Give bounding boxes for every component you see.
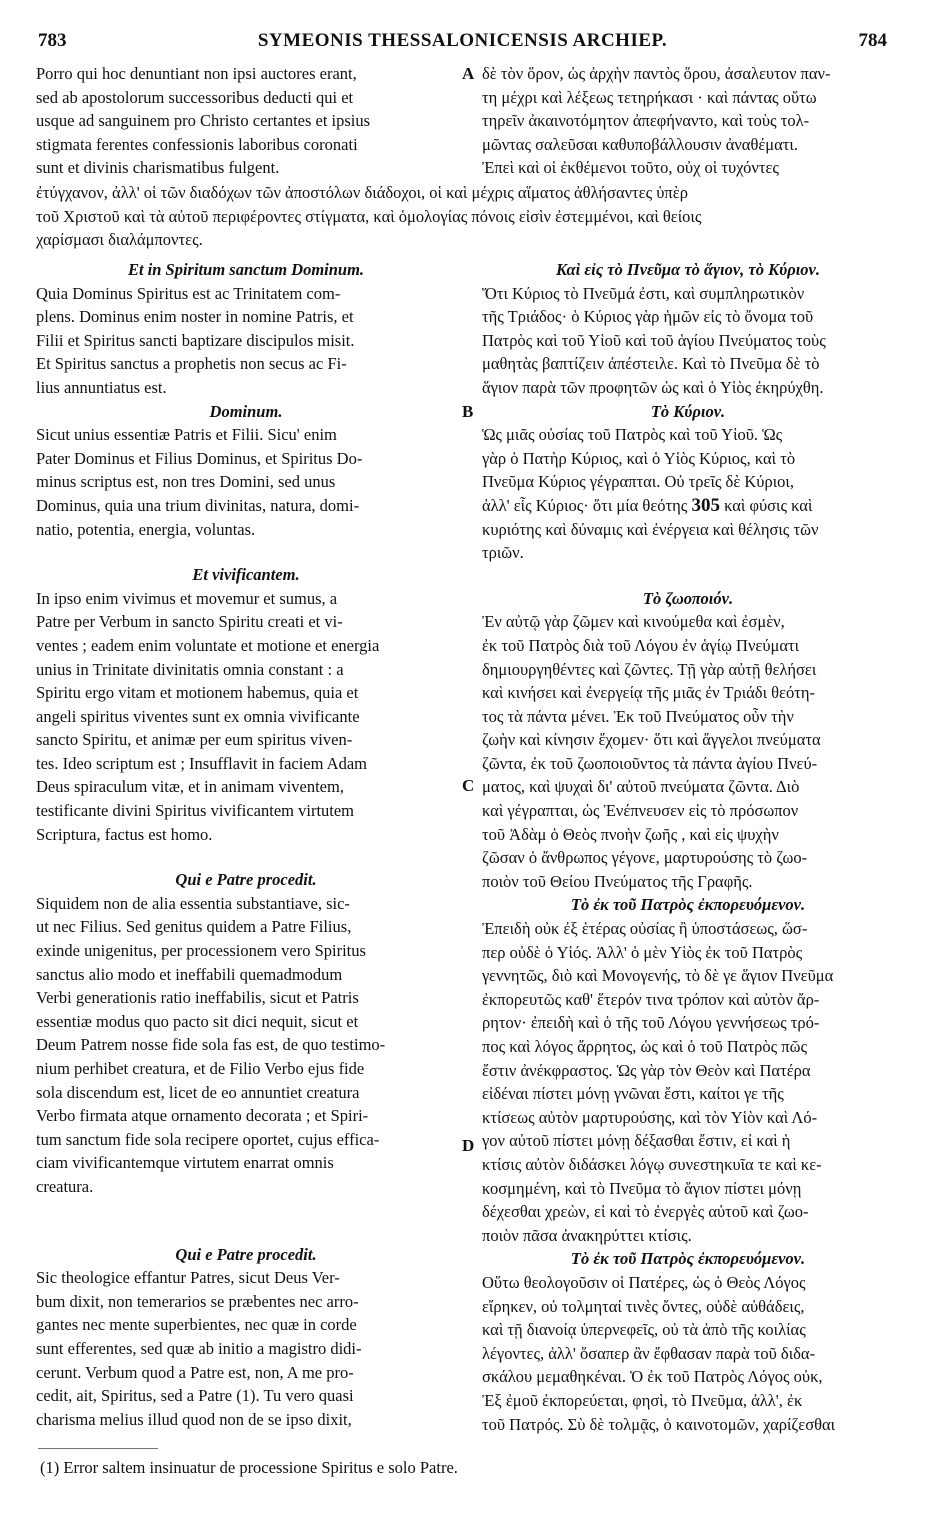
section-heading: Τὸ ζωοποιόν.	[642, 588, 734, 608]
greek-line: τοῦ Ἀδὰμ ὁ Θεὸς πνοὴν ζωῆς , καὶ εἰς ψυχὴν	[482, 824, 779, 844]
greek-column	[482, 258, 894, 1436]
greek-line: καὶ τῇ διανοίᾳ ὑπερνεφεῖς, οὐ τὰ ἀπὸ τῆς κοιλίας	[482, 1320, 806, 1340]
top-left-column	[36, 62, 456, 180]
greek-line: ρητον· ἐπειδὴ καὶ ὁ τῆς τοῦ Λόγου γεννήσεως τρό-	[482, 1013, 820, 1033]
spacer	[36, 846, 456, 868]
greek-line-text: καὶ φύσις καὶ	[724, 495, 813, 515]
greek-line: Πατρὸς καὶ τοῦ Υἱοῦ καὶ τοῦ ἁγίου Πνεύματος τοὺς	[482, 330, 826, 350]
latin-line: Pater Dominus et Filius Dominus, et Spiritus Do-	[36, 448, 363, 468]
latin-line: tes. Ideo scriptum est ; Insufflavit in faciem Adam	[36, 753, 367, 773]
greek-line: Ἐξ ἐμοῦ ἐκπορεύεται, φησὶ, τὸ Πνεῦμα, ἀλλ', ἐκ	[482, 1390, 803, 1410]
greek-line: γεννητῶς, διὸ καὶ Μονογενής, τὸ δὲ γε ἅγιον Πνεῦμα	[482, 966, 834, 986]
latin-line: sunt efferentes, sed quæ ab initio a magistro didi-	[36, 1338, 362, 1358]
page-number-left: 783	[38, 30, 67, 51]
margin-marker-b: B	[462, 402, 474, 421]
greek-line: σκάλου μεμαθηκέναι. Ὁ ἐκ τοῦ Πατρὸς Λόγος οὐκ,	[482, 1367, 823, 1387]
latin-line: Dominus, quia una trium divinitas, natura, domi-	[36, 495, 360, 515]
greek-line: Οὕτω θεολογοῦσιν οἱ Πατέρες, ὡς ὁ Θεὸς Λόγος	[482, 1272, 806, 1292]
section-heading: Et in Spiritum sanctum Dominum.	[127, 260, 365, 279]
greek-line: ἔστιν ἀνέκφραστος. Ὡς γὰρ τὸν Θεὸν καὶ Πατέρα	[482, 1060, 811, 1080]
section-heading: Τὸ Κύριον.	[650, 401, 726, 421]
spacer	[36, 1199, 456, 1221]
greek-line: εἴρηκεν, οὐ τολμηταί τινὲς ὄντες, οὐδὲ αὐθάδεις,	[482, 1296, 805, 1316]
top-right-column	[482, 62, 894, 180]
greek-line: κτίσεως αὐτὸν μαρτυρούσης, καὶ τὸν Υἱὸν καὶ Λό-	[482, 1107, 818, 1127]
footnote-rule	[38, 1448, 158, 1449]
latin-line: minus scriptus est, non tres Domini, sed unus	[36, 472, 336, 492]
greek-line: ματος, καὶ ψυχαὶ δι' αὐτοῦ πνεύματα ζῶντα. Διὸ	[482, 777, 800, 797]
greek-line: γον αὐτοῦ πίστει μόνῃ δέξασθαι ἔστιν, εἰ καὶ ἡ	[482, 1131, 791, 1151]
greek-line: μῶντας σαλεῦσαι καθυποβάλλουσιν ἀναθέματι.	[482, 134, 798, 154]
greek-line: δέχεσθαι χρεὼν, εἰ καὶ τὸ ἐνεργὲς αὐτοῦ καὶ ζωο-	[482, 1202, 809, 1222]
greek-line: εἰδέναι πίστει μόνῃ γνῶναι ἔστι, καίτοι γε τῆς	[482, 1084, 784, 1104]
greek-line: Ἐπειδὴ οὐκ ἐξ ἑτέρας οὐσίας ἢ ὑποστάσεως, ὥσ-	[482, 919, 808, 939]
greek-line-text: ἀλλ' εἷς Κύριος· ὅτι μία θεότης	[482, 495, 688, 515]
greek-line: ζωὴν καὶ κίνησιν ἔχομεν· ὅτι καὶ ἄγγελοι πνεύματα	[482, 730, 821, 750]
greek-line: ἐτύγχανον, ἀλλ' οἱ τῶν διαδόχων τῶν ἀποστόλων διάδοχοι, οἱ καὶ μέχρις αἵματος ἀθλήσαντες ὑπὲρ	[36, 183, 688, 202]
greek-line: ζῶσαν ὁ ἄνθρωπος γέγονε, μαρτυρούσης τὸ ζωο-	[482, 848, 808, 868]
latin-line: Deum Patrem nosse fide sola fas est, de quo testimo-	[36, 1035, 386, 1055]
latin-line: exinde unigenitus, per processionem vero Spiritus	[36, 941, 366, 961]
greek-line: τηρεῖν ἀκαινοτόμητον ἀπεφήναντο, καὶ τοὺς τολ-	[482, 111, 810, 131]
greek-line: κυριότης καὶ δύναμις καὶ ἐνέργεια καὶ θέλησις τῶν	[482, 519, 819, 539]
spacer	[36, 541, 456, 563]
footnote: (1) Error saltem insinuatur de processione Spiritus e solo Patre.	[40, 1458, 458, 1477]
latin-line: cedit, ait, Spiritus, sed a Patre (1). Tu vero quasi	[36, 1386, 354, 1406]
greek-line: τριῶν.	[482, 543, 524, 563]
latin-line: angeli spiritus viventes sunt ex omnia vivificante	[36, 706, 360, 726]
greek-line: ποιὸν τοῦ Θείου Πνεύματος τῆς Γραφῆς.	[482, 871, 753, 891]
latin-line: testificante divini Spiritus vivificantem virtutem	[36, 801, 355, 821]
greek-line: καὶ κινήσει καὶ ἐνεργείᾳ τῆς μιᾶς ἐν Τριάδι θεότη-	[482, 683, 815, 703]
latin-line: gantes nec mente superbientes, nec quæ in corde	[36, 1315, 357, 1335]
latin-line: Porro qui hoc denuntiant non ipsi auctores erant,	[36, 64, 357, 83]
latin-line: Sic theologice effantur Patres, sicut Deus Ver-	[36, 1268, 340, 1288]
latin-line: cerunt. Verbum quod a Patre est, non, A me pro-	[36, 1362, 354, 1382]
latin-line: Spiritu ergo vitam et motionem habemus, quia et	[36, 683, 359, 703]
latin-line: Verbo firmata atque ornamento decorata ; et Spiri-	[36, 1106, 369, 1126]
spacer	[36, 1221, 456, 1243]
greek-line: τη μέχρι καὶ λέξεως τετηρήκασι · καὶ πάντας οὕτω	[482, 87, 817, 107]
greek-line: ἐκπορευτῶς καθ' ἕτερόν τινα τρόπον καὶ αὐτὸν ἄρ-	[482, 989, 820, 1009]
greek-line: τος τὰ πάντα μένει. Ἐκ τοῦ Πνεύματος οὖν τὴν	[482, 706, 794, 726]
greek-line: ἅγιον παρὰ τῶν προφητῶν ὡς καὶ ὁ Υἱὸς ἐκηρύχθη.	[482, 377, 824, 397]
latin-line: sunt et divinis charismatibus fulgent.	[36, 158, 280, 178]
greek-line: μαθητὰς βαπτίζειν ἀπέστειλε. Καὶ τὸ Πνεῦμα δὲ τὸ	[482, 354, 820, 374]
latin-line: Filii et Spiritus sancti baptizare discipulos misit.	[36, 330, 355, 350]
margin-marker-a: A	[462, 64, 475, 83]
greek-line: ἐκ τοῦ Πατρὸς διὰ τοῦ Λόγου ἐν ἁγίῳ Πνεύματι	[482, 635, 800, 655]
greek-line: γὰρ ὁ Πατὴρ Κύριος, καὶ ὁ Υἱὸς Κύριος, καὶ τὸ	[482, 448, 796, 468]
full-width-greek-lines	[36, 181, 894, 252]
section-heading: Dominum.	[209, 401, 283, 421]
greek-line: χαρίσμασι διαλάμποντες.	[36, 230, 203, 250]
latin-line: Sicut unius essentiæ Patris et Filii. Sicu' enim	[36, 425, 337, 445]
greek-line: ποιὸν πᾶσα ἀνακηρύττει κτίσις.	[482, 1225, 692, 1245]
latin-line: plens. Dominus enim noster in nomine Patris, et	[36, 307, 354, 327]
section-heading: Τὸ ἐκ τοῦ Πατρὸς ἐκπορευόμενον.	[570, 895, 806, 915]
latin-line: nium perhibet creatura, et de Filio Verbo ejus fide	[36, 1059, 365, 1078]
latin-line: ciam vivificantemque virtutem enarrat omnis	[36, 1153, 334, 1173]
latin-line: ventes ; eadem enim voluntate et motione et energia	[36, 635, 380, 655]
latin-line: unius in Trinitate divinitatis omnia constant : a	[36, 659, 344, 679]
margin-marker-c: C	[462, 776, 475, 795]
latin-line: tum sanctum fide sola recipere oportet, cujus effica-	[36, 1129, 380, 1149]
greek-line: δὲ τὸν ὅρον, ὡς ἀρχὴν παντὸς ὅρου, ἀσαλευτον παν-	[482, 64, 831, 83]
latin-line: In ipso enim vivimus et movemur et sumus, a	[36, 588, 338, 608]
latin-column	[36, 258, 456, 1431]
greek-line: Ἐν αὐτῷ γὰρ ζῶμεν καὶ κινούμεθα καὶ ἐσμὲν,	[482, 612, 785, 632]
latin-line: usque ad sanguinem pro Christo certantes et ipsius	[36, 111, 371, 131]
greek-line: Ὅτι Κύριος τὸ Πνεῦμά ἐστι, καὶ συμπληρωτικὸν	[482, 283, 805, 303]
section-heading: Et vivificantem.	[192, 565, 300, 585]
page-number-right: 784	[858, 30, 887, 51]
latin-line: ut nec Filius. Sed genitus quidem a Patre Filius,	[36, 917, 352, 937]
running-title: SYMEONIS THESSALONICENSIS ARCHIEP.	[257, 30, 668, 51]
spacer	[482, 565, 894, 587]
greek-line: Ὡς μιᾶς οὐσίας τοῦ Πατρὸς καὶ τοῦ Υἱοῦ. Ὡς	[482, 425, 783, 445]
latin-line: Patre per Verbum in sancto Spiritu creati et vi-	[36, 612, 343, 632]
latin-line: Verbi generationis ratio ineffabilis, sicut et Patris	[36, 988, 359, 1008]
margin-marker-d: D	[462, 1136, 475, 1155]
section-heading: Qui e Patre procedit.	[175, 870, 317, 890]
latin-line: charisma melius illud quod non de se ipso dixit,	[36, 1409, 352, 1429]
latin-line: creatura.	[36, 1176, 94, 1196]
greek-line: τῆς Τριάδος· ὁ Κύριος γὰρ ἡμῶν εἰς τὸ ὄνομα τοῦ	[482, 307, 814, 327]
latin-line: Scriptura, factus est homo.	[36, 824, 213, 844]
greek-line: λέγοντες, ἀλλ' ὅσαπερ ἂν ἔφθασαν παρὰ τοῦ διδα-	[482, 1343, 816, 1363]
greek-line: Ἐπεὶ καὶ οἱ ἐκθέμενοι τοῦτο, οὐχ οἱ τυχόντες	[482, 158, 779, 178]
latin-line: sed ab apostolorum successoribus deducti qui et	[36, 87, 354, 107]
greek-line: Πνεῦμα Κύριος γέγραπται. Οὐ τρεῖς δὲ Κύριοι,	[482, 472, 794, 492]
column-number: 305	[691, 494, 720, 516]
section-heading: Qui e Patre procedit.	[175, 1244, 317, 1264]
latin-line: Deus spiraculum vitæ, et in animam viventem,	[36, 777, 344, 797]
section-heading: Καὶ εἰς τὸ Πνεῦμα τὸ ἅγιον, τὸ Κύριον.	[556, 260, 820, 279]
greek-line	[482, 494, 894, 518]
section-heading: Τὸ ἐκ τοῦ Πατρὸς ἐκπορευόμενον.	[570, 1249, 806, 1269]
greek-line: περ οὐδὲ ὁ Υἱός. Ἀλλ' ὁ μὲν Υἱὸς ἐκ τοῦ Πατρὸς	[482, 942, 803, 962]
latin-line: sancto Spiritu, et animæ per eum spiritus viven-	[36, 730, 353, 750]
greek-line: ζῶντα, ἐκ τοῦ ζωοποιοῦντος τὰ πάντα ἁγίου Πνεύ-	[482, 753, 818, 773]
greek-line: δημιουργηθέντες καὶ ζῶντες. Τῇ γὰρ αὐτῇ θελήσει	[482, 659, 817, 679]
greek-line: τοῦ Πατρός. Σὺ δὲ τολμᾷς, ὁ καινοτομῶν, χαρίζεσθαι	[482, 1414, 836, 1434]
latin-line: essentiæ modus quo pacto sit dici nequit, sicut et	[36, 1011, 359, 1031]
running-header	[38, 30, 887, 60]
greek-line: πος καὶ λόγος ἄρρητος, ὡς καὶ ὁ τοῦ Πατρὸς πῶς	[482, 1037, 807, 1056]
latin-line: natio, potentia, energia, voluntas.	[36, 519, 256, 539]
greek-line: κτίσις αὐτὸν διδάσκει λόγῳ συνεστηκυῖα τε καὶ κε-	[482, 1154, 822, 1174]
greek-line: κοσμημένη, καὶ τὸ Πνεῦμα τὸ ἅγιον πίστει μόνῃ	[482, 1178, 802, 1198]
greek-line: τοῦ Χριστοῦ καὶ τὰ αὐτοῦ περιφέροντες στίγματα, καὶ ὁμολογίας πόνοις εἰσὶν ἐστεμμένοι, καὶ θείοις	[36, 206, 702, 226]
latin-line: Siquidem non de alia essentia substantiave, sic-	[36, 893, 350, 913]
latin-line: Et Spiritus sanctus a prophetis non secus ac Fi-	[36, 354, 347, 374]
latin-line: stigmata ferentes confessionis laboribus coronati	[36, 134, 358, 154]
latin-line: bum dixit, non temerarios se præbentes nec arro-	[36, 1291, 359, 1311]
latin-line: sanctus alio modo et ineffabili quemadmodum	[36, 964, 343, 984]
latin-line: Quia Dominus Spiritus est ac Trinitatem com-	[36, 283, 341, 303]
latin-line: sola discendum est, licet de eo annuntiet creatura	[36, 1082, 360, 1102]
latin-line: lius annuntiatus est.	[36, 377, 167, 397]
greek-line: καὶ γέγραπται, ὡς Ἐνέπνευσεν εἰς τὸ πρόσωπον	[482, 801, 799, 821]
